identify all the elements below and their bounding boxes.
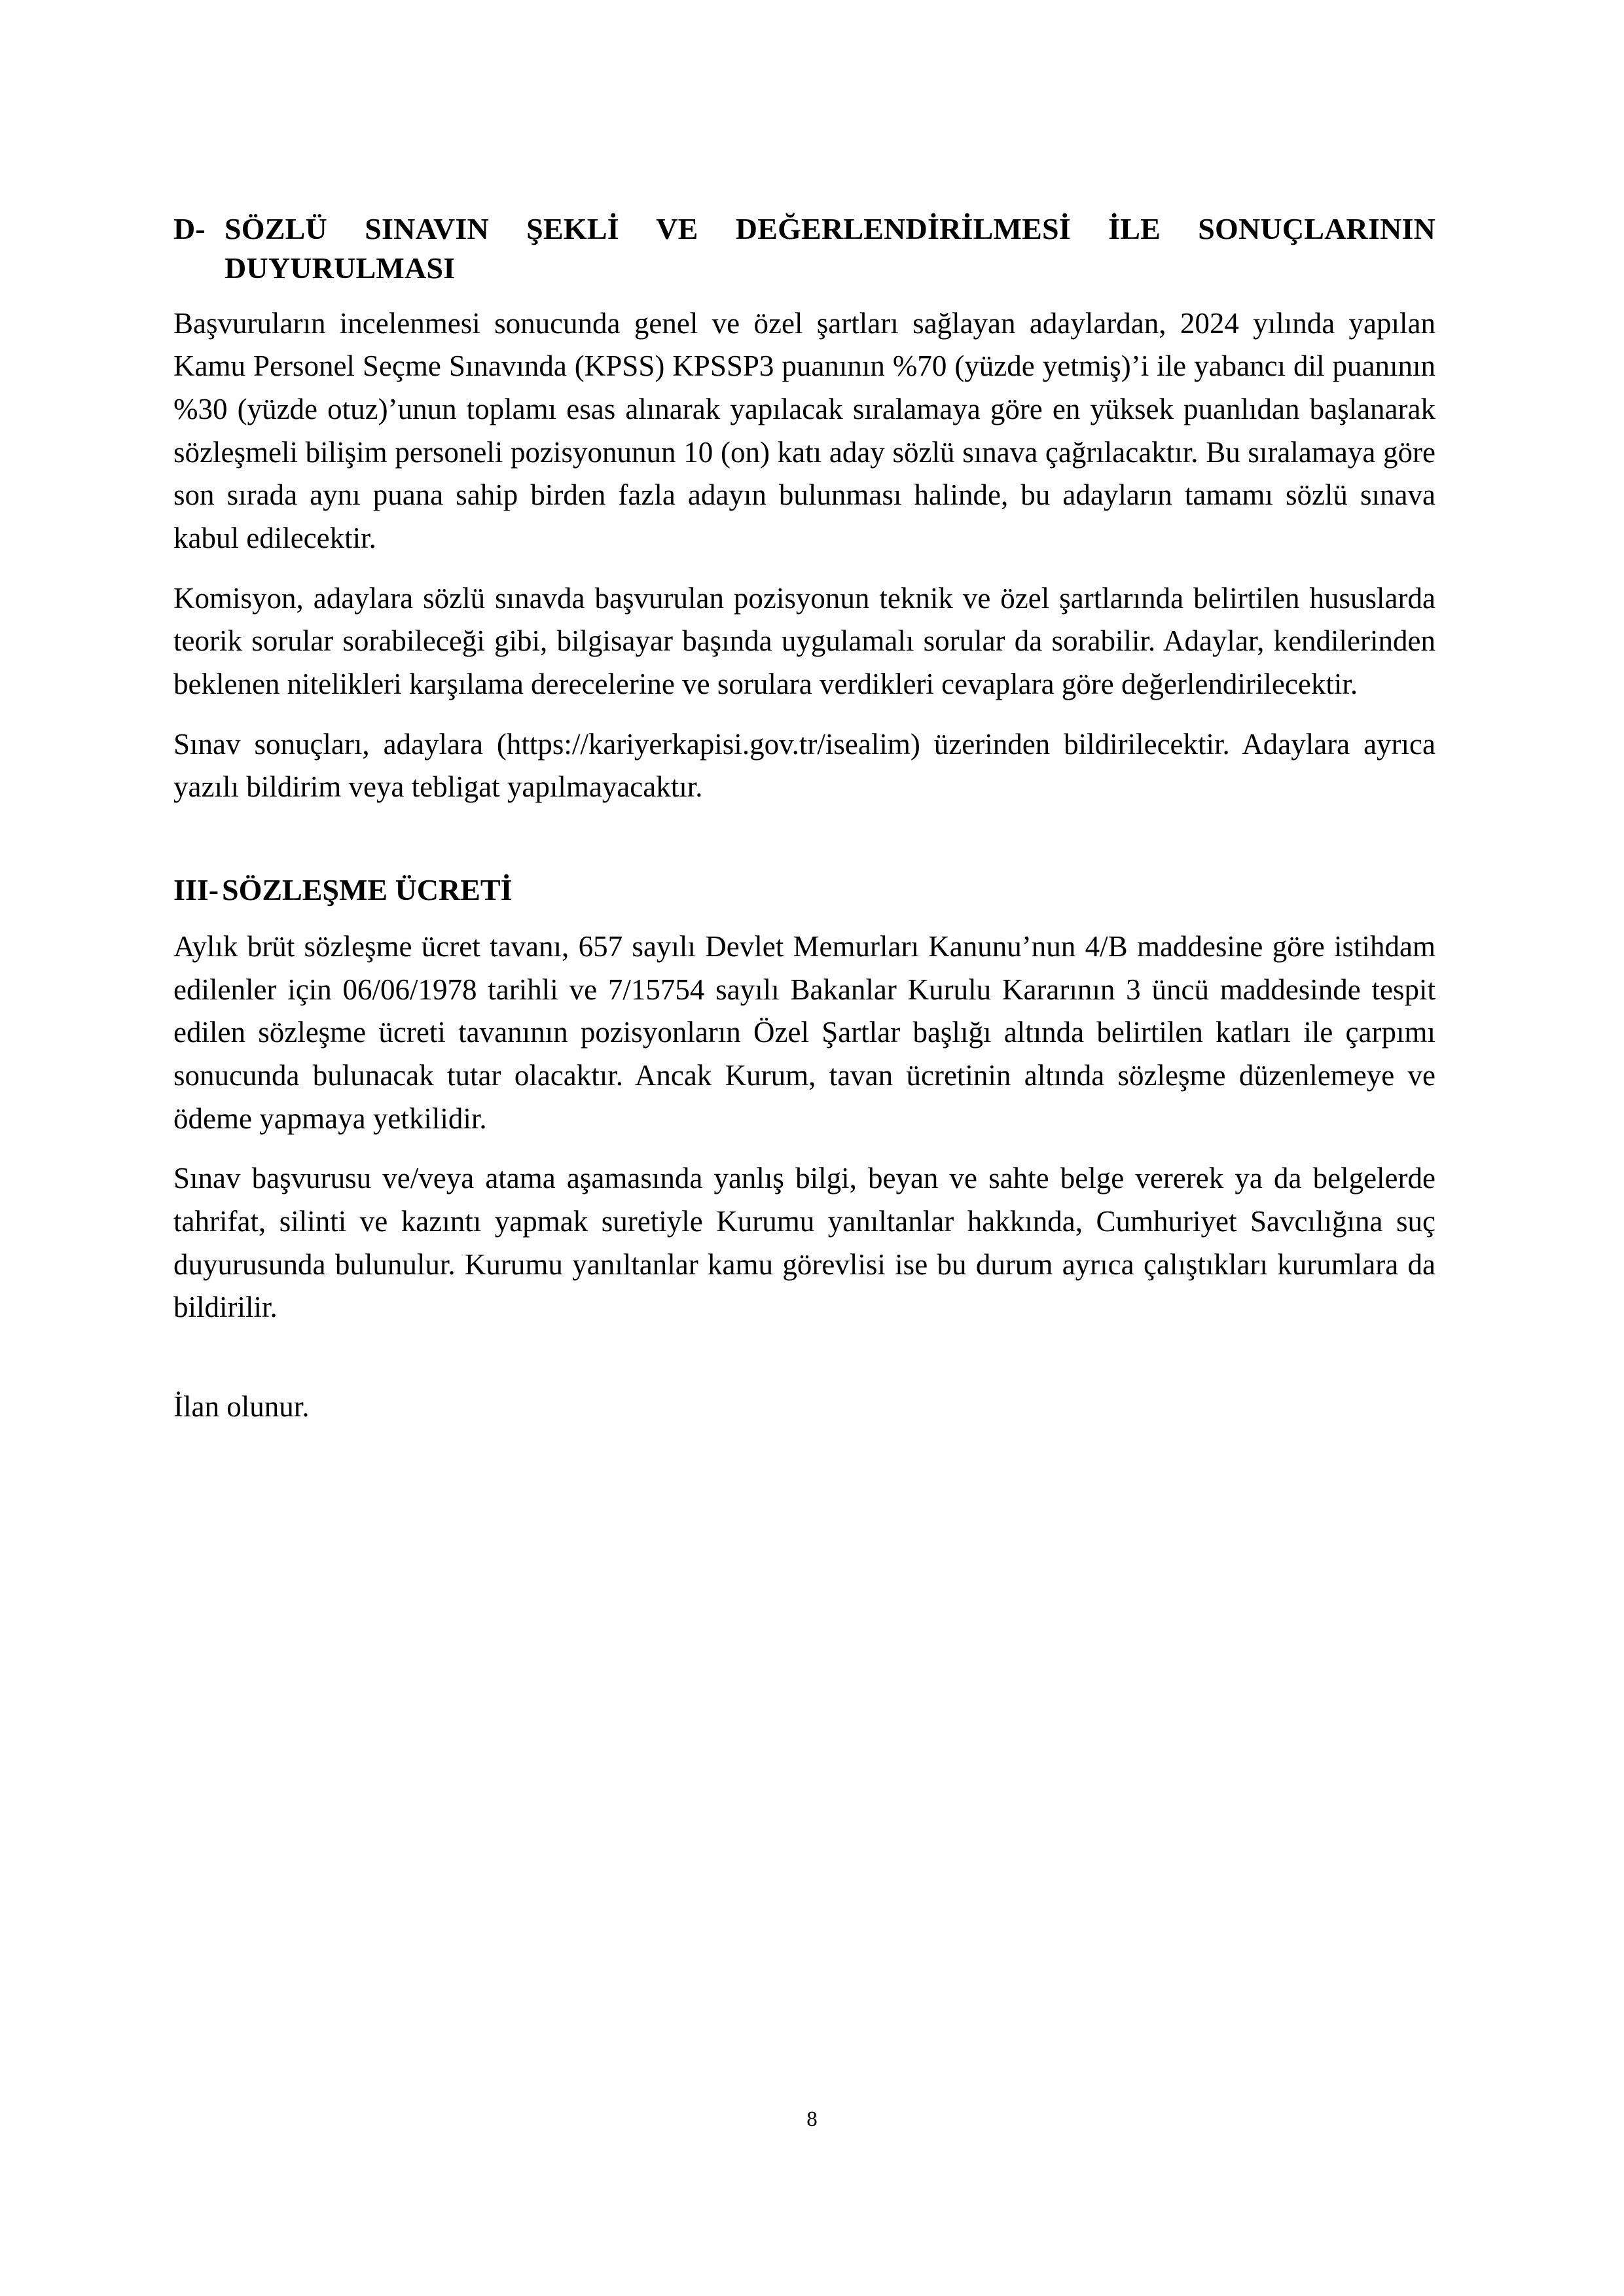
paragraph-sozlu-sinav-2: Komisyon, adaylara sözlü sınavda başvurulan pozisyonun teknik ve özel şartlarında belirtilen hususlarda teorik sorular sorabileceği gibi, bilgisayar başında uygulamalı sorular da sorabilir. Adaylar, kendilerinden beklenen nitelikleri karşılama derecelerine ve sorulara verdikleri cevaplara göre değerlendirilecektir. — [173, 581, 1435, 701]
section-marker-d: D- — [173, 212, 206, 245]
closing-statement: İlan olunur. — [173, 1390, 310, 1424]
page-number: 8 — [806, 2108, 818, 2131]
page-content — [173, 209, 1435, 1429]
paragraph-sozlesme-ucreti-2: Sınav başvurusu ve/veya atama aşamasında yanlış bilgi, beyan ve sahte belge vererek ya da belgelerde tahrifat, silinti ve kazıntı yapmak suretiyle Kurumu yanıltanlar hakkında, Cumhuriyet Savcılığına suç duyurusunda bulunulur. Kurumu yanıltanlar kamu görevlisi ise bu durum ayrıca çalıştıkları kurumlara da bildirilir. — [173, 1162, 1435, 1324]
roman-heading-text: SÖZLEŞME ÜCRETİ — [222, 873, 513, 907]
section-heading-sozlesme-ucreti — [173, 870, 1435, 910]
spacer-before-roman-heading — [173, 826, 1435, 870]
paragraph-sozlesme-ucreti-1: Aylık brüt sözleşme ücret tavanı, 657 sayılı Devlet Memurları Kanunu’nun 4/B maddesine göre istihdam edilenler için 06/06/1978 tarihli ve 7/15754 sayılı Bakanlar Kurulu Kararının 3 üncü maddesinde tespit edilen sözleşme ücreti tavanının pozisyonların Özel Şartlar başlığı altında belirtilen katları ile çarpımı sonucunda bulunacak tutar olacaktır. Ancak Kurum, tavan ücretinin altında sözleşme düzenlemeye ve ödeme yapmaya yetkilidir. — [173, 929, 1435, 1135]
section-heading-text: SÖZLÜ SINAVIN ŞEKLİ VE DEĞERLENDİRİLMESİ İLE SONUÇLARININ DUYURULMASI — [225, 212, 1435, 285]
spacer-before-closing — [173, 1346, 1435, 1386]
section-marker-iii: III- — [173, 873, 219, 907]
section-heading-sozlu-sinav — [173, 209, 1435, 288]
spacer-after-roman-heading — [173, 910, 1435, 925]
paragraph-sozlu-sinav-3: Sınav sonuçları, adaylara (https://kariyerkapisi.gov.tr/isealim) üzerinden bildirilecektir. Adaylara ayrıca yazılı bildirim veya tebligat yapılmayacaktır. — [173, 727, 1435, 804]
paragraph-sozlu-sinav-1: Başvuruların incelenmesi sonucunda genel ve özel şartları sağlayan adaylardan, 2024 yılında yapılan Kamu Personel Seçme Sınavında (KPSS) KPSSP3 puanının %70 (yüzde yetmiş)’i ile yabancı dil puanının %30 (yüzde otuz)’unun toplamı esas alınarak yapılacak sıralamaya göre en yüksek puanlıdan başlanarak sözleşmeli bilişim personeli pozisyonunun 10 (on) katı aday sözlü sınava çağrılacaktır. Bu sıralamaya göre son sırada aynı puana sahip birden fazla adayın bulunması halinde, bu adayların tamamı sözlü sınava kabul edilecektir. — [173, 306, 1435, 555]
